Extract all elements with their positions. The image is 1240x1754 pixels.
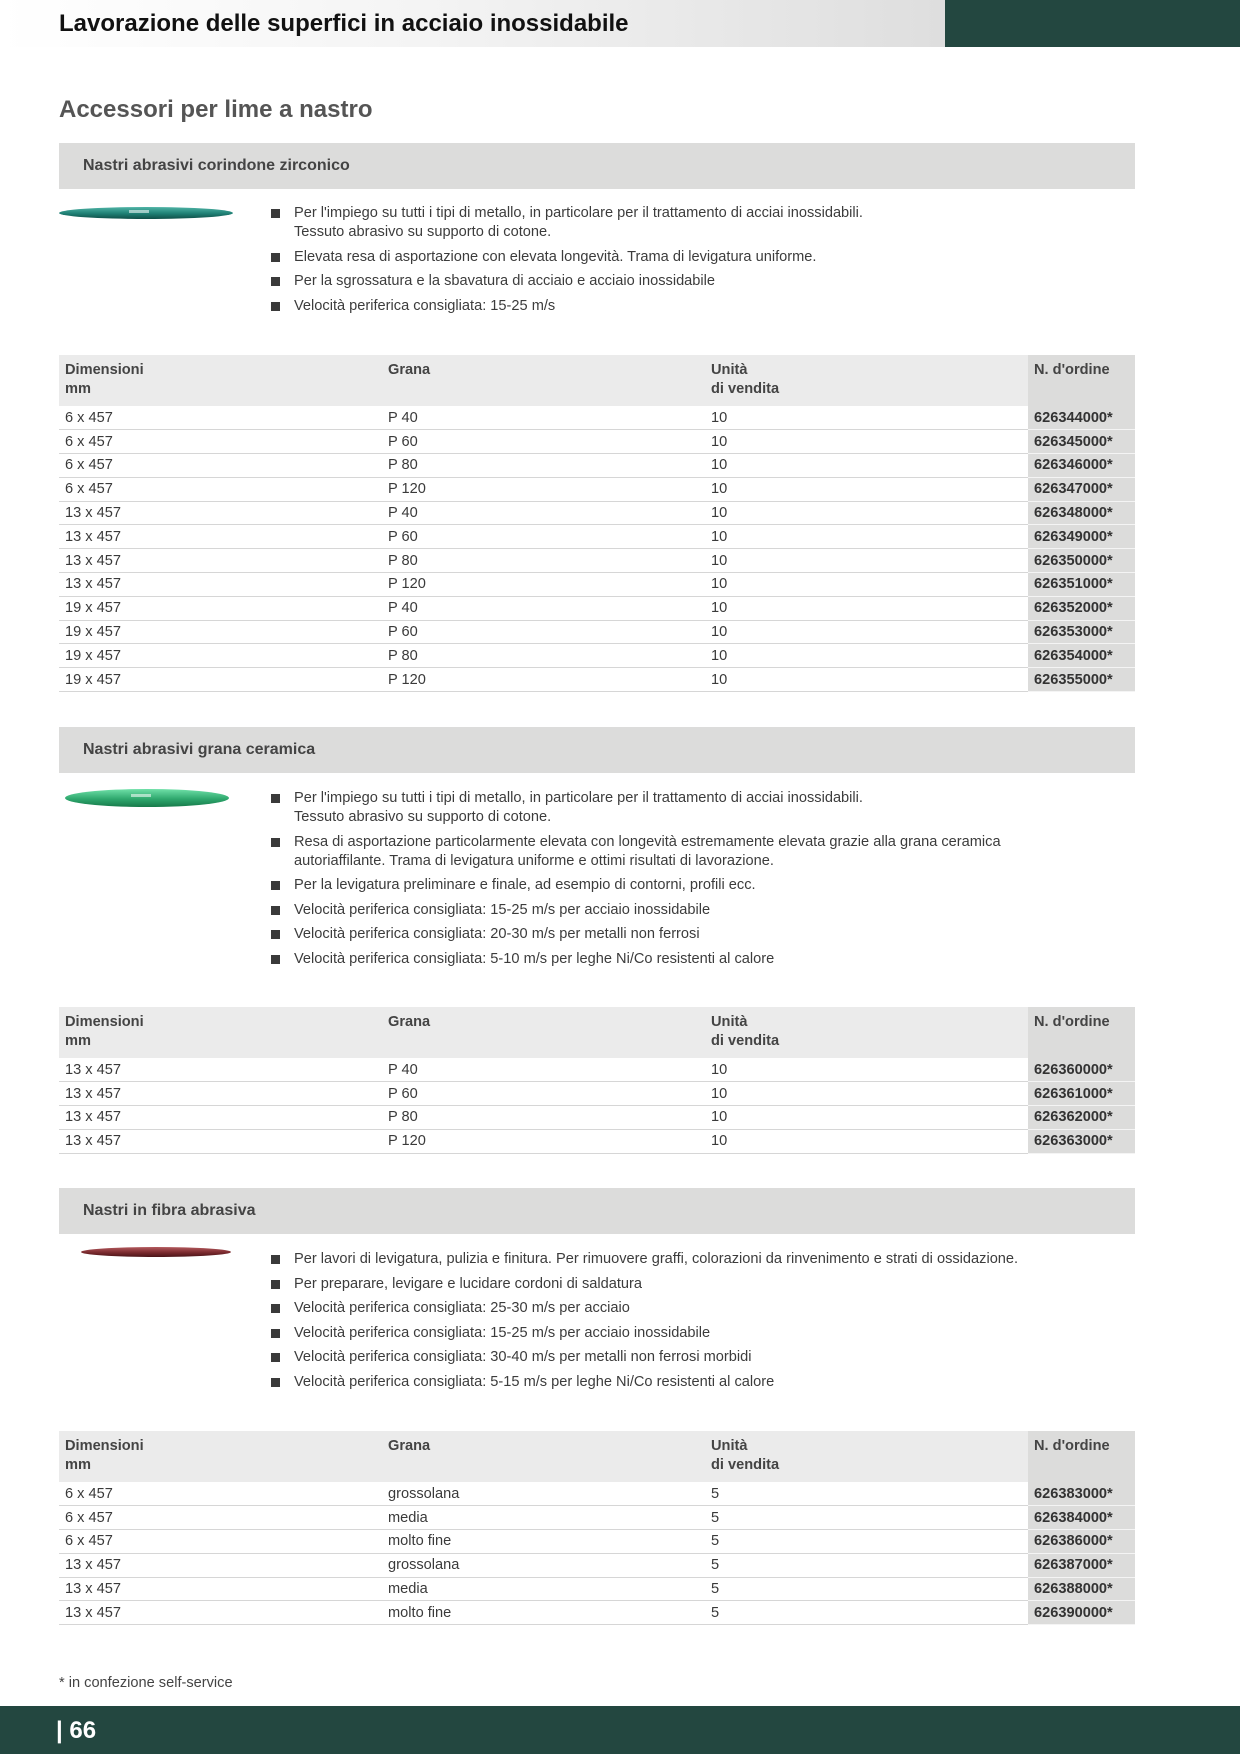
table-row [59, 1601, 1135, 1625]
table-row [59, 1082, 1135, 1106]
header-brand-block [945, 0, 1240, 47]
cell-dimensions: 19 x 457 [59, 620, 382, 644]
fibre-belt-image [81, 1247, 231, 1257]
cell-grit: P 80 [382, 549, 705, 573]
cell-unit: 10 [705, 1129, 1028, 1153]
cell-grit: grossolana [382, 1553, 705, 1577]
page-heading: Accessori per lime a nastro [59, 96, 373, 123]
page-number: | 66 [56, 1717, 97, 1744]
cell-dimensions: 6 x 457 [59, 430, 382, 454]
cell-unit: 10 [705, 525, 1028, 549]
table-row [59, 668, 1135, 692]
cell-dimensions: 6 x 457 [59, 477, 382, 501]
header-dimensions-unit: mm [65, 381, 91, 397]
cell-dimensions: 6 x 457 [59, 1530, 382, 1554]
table-row [59, 525, 1135, 549]
product-table [59, 1007, 1135, 1154]
cell-grit: P 120 [382, 668, 705, 692]
cell-order-number: 626349000* [1028, 525, 1135, 549]
header-dimensions-unit: mm [65, 1457, 91, 1473]
table-row [59, 644, 1135, 668]
header-dimensions-label: Dimensioni [65, 362, 144, 378]
cell-grit: media [382, 1506, 705, 1530]
cell-order-number: 626387000* [1028, 1553, 1135, 1577]
cell-order-number: 626346000* [1028, 454, 1135, 478]
cell-unit: 10 [705, 454, 1028, 478]
feature-bullet: Velocità periferica consigliata: 20-30 m/s per metalli non ferrosi [271, 925, 1141, 944]
cell-unit: 10 [705, 501, 1028, 525]
cell-grit: molto fine [382, 1530, 705, 1554]
table-row [59, 1530, 1135, 1554]
cell-dimensions: 13 x 457 [59, 525, 382, 549]
cell-grit: P 60 [382, 1082, 705, 1106]
cell-order-number: 626383000* [1028, 1482, 1135, 1506]
cell-grit: grossolana [382, 1482, 705, 1506]
feature-bullet: Velocità periferica consigliata: 15-25 m/s per acciaio inossidabile [271, 1324, 1141, 1343]
header-dimensions-unit: mm [65, 1033, 91, 1049]
feature-bullet: Velocità periferica consigliata: 15-25 m/s per acciaio inossidabile [271, 901, 1141, 920]
cell-order-number: 626355000* [1028, 668, 1135, 692]
cell-dimensions: 13 x 457 [59, 1129, 382, 1153]
feature-bullet: Per la sgrossatura e la sbavatura di acciaio e acciaio inossidabile [271, 272, 1141, 291]
feature-bullet: Per preparare, levigare e lucidare cordoni di saldatura [271, 1275, 1141, 1294]
header-unit-sub: di vendita [711, 1457, 780, 1473]
table-row [59, 549, 1135, 573]
cell-dimensions: 13 x 457 [59, 1082, 382, 1106]
table-header-row [59, 355, 1135, 406]
feature-list [271, 1250, 1141, 1397]
feature-bullet: Per la levigatura preliminare e finale, ad esempio di contorni, profili ecc. [271, 876, 1141, 895]
cell-unit: 5 [705, 1530, 1028, 1554]
table-row [59, 620, 1135, 644]
header-dimensions [59, 355, 382, 406]
cell-unit: 10 [705, 668, 1028, 692]
cell-order-number: 626388000* [1028, 1577, 1135, 1601]
ceramic-belt-image [65, 789, 229, 807]
cell-dimensions: 13 x 457 [59, 1058, 382, 1082]
cell-order-number: 626360000* [1028, 1058, 1135, 1082]
cell-grit: P 60 [382, 430, 705, 454]
cell-unit: 10 [705, 406, 1028, 430]
cell-dimensions: 6 x 457 [59, 454, 382, 478]
cell-grit: P 40 [382, 596, 705, 620]
table-row [59, 454, 1135, 478]
feature-list [271, 789, 1141, 974]
header-dimensions-label: Dimensioni [65, 1014, 144, 1030]
section-title: Nastri abrasivi corindone zirconico [59, 143, 1135, 189]
cell-dimensions: 13 x 457 [59, 549, 382, 573]
header-grit: Grana [382, 355, 705, 406]
cell-grit: P 120 [382, 573, 705, 597]
cell-grit: P 40 [382, 406, 705, 430]
cell-dimensions: 13 x 457 [59, 1577, 382, 1601]
cell-dimensions: 6 x 457 [59, 406, 382, 430]
cell-order-number: 626386000* [1028, 1530, 1135, 1554]
cell-grit: P 80 [382, 644, 705, 668]
table-row [59, 501, 1135, 525]
table-row [59, 1577, 1135, 1601]
cell-unit: 5 [705, 1482, 1028, 1506]
cell-dimensions: 19 x 457 [59, 596, 382, 620]
header-unit [705, 1431, 1028, 1482]
cell-order-number: 626351000* [1028, 573, 1135, 597]
cell-unit: 10 [705, 1082, 1028, 1106]
cell-unit: 5 [705, 1506, 1028, 1530]
cell-grit: P 80 [382, 1106, 705, 1130]
section-ceramic [59, 727, 1135, 1157]
cell-order-number: 626344000* [1028, 406, 1135, 430]
cell-unit: 10 [705, 477, 1028, 501]
header-order: N. d'ordine [1028, 355, 1135, 406]
header-unit-label: Unità [711, 362, 748, 378]
header-unit [705, 1007, 1028, 1058]
feature-bullet: Elevata resa di asportazione con elevata longevità. Trama di levigatura uniforme. [271, 248, 1141, 267]
header-unit-label: Unità [711, 1014, 748, 1030]
cell-grit: P 80 [382, 454, 705, 478]
cell-dimensions: 6 x 457 [59, 1482, 382, 1506]
cell-order-number: 626361000* [1028, 1082, 1135, 1106]
cell-dimensions: 13 x 457 [59, 1553, 382, 1577]
product-table [59, 1431, 1135, 1625]
table-row [59, 1058, 1135, 1082]
section-zirconia [59, 143, 1135, 693]
feature-bullet: Velocità periferica consigliata: 5-10 m/s per leghe Ni/Co resistenti al calore [271, 950, 1141, 969]
cell-unit: 10 [705, 1058, 1028, 1082]
cell-grit: P 60 [382, 620, 705, 644]
table-row [59, 1506, 1135, 1530]
cell-grit: P 40 [382, 1058, 705, 1082]
page-footer [0, 1706, 1240, 1754]
cell-unit: 5 [705, 1601, 1028, 1625]
page-header [0, 0, 1240, 47]
cell-dimensions: 19 x 457 [59, 644, 382, 668]
section-title: Nastri abrasivi grana ceramica [59, 727, 1135, 773]
header-order: N. d'ordine [1028, 1431, 1135, 1482]
header-grit: Grana [382, 1431, 705, 1482]
section-title: Nastri in fibra abrasiva [59, 1188, 1135, 1234]
feature-bullet: Velocità periferica consigliata: 15-25 m/s [271, 297, 1141, 316]
feature-bullet: Per l'impiego su tutti i tipi di metallo, in particolare per il trattamento di acciai inossidabili. Tessuto abrasivo su supporto di cotone. [271, 204, 1141, 242]
table-row [59, 477, 1135, 501]
cell-dimensions: 13 x 457 [59, 1106, 382, 1130]
feature-list [271, 204, 1141, 321]
table-row [59, 573, 1135, 597]
cell-unit: 10 [705, 596, 1028, 620]
header-dimensions-label: Dimensioni [65, 1438, 144, 1454]
cell-unit: 5 [705, 1553, 1028, 1577]
header-unit [705, 355, 1028, 406]
cell-order-number: 626354000* [1028, 644, 1135, 668]
header-title: Lavorazione delle superfici in acciaio inossidabile [59, 10, 629, 37]
cell-order-number: 626350000* [1028, 549, 1135, 573]
table-header-row [59, 1007, 1135, 1058]
table-header-row [59, 1431, 1135, 1482]
feature-bullet: Velocità periferica consigliata: 5-15 m/s per leghe Ni/Co resistenti al calore [271, 1373, 1141, 1392]
cell-grit: P 40 [382, 501, 705, 525]
table-row [59, 1129, 1135, 1153]
table-row [59, 1106, 1135, 1130]
cell-unit: 10 [705, 644, 1028, 668]
footnote: * in confezione self-service [59, 1675, 233, 1691]
cell-order-number: 626345000* [1028, 430, 1135, 454]
cell-dimensions: 13 x 457 [59, 501, 382, 525]
cell-order-number: 626390000* [1028, 1601, 1135, 1625]
cell-dimensions: 13 x 457 [59, 573, 382, 597]
cell-order-number: 626384000* [1028, 1506, 1135, 1530]
cell-grit: P 120 [382, 477, 705, 501]
header-dimensions [59, 1431, 382, 1482]
cell-unit: 10 [705, 620, 1028, 644]
header-unit-sub: di vendita [711, 1033, 780, 1049]
header-unit-sub: di vendita [711, 381, 780, 397]
cell-unit: 5 [705, 1577, 1028, 1601]
header-unit-label: Unità [711, 1438, 748, 1454]
cell-grit: molto fine [382, 1601, 705, 1625]
feature-bullet: Per l'impiego su tutti i tipi di metallo, in particolare per il trattamento di acciai inossidabili. Tessuto abrasivo su supporto di cotone. [271, 789, 1141, 827]
feature-bullet: Per lavori di levigatura, pulizia e finitura. Per rimuovere graffi, colorazioni da rinvenimento e strati di ossidazione. [271, 1250, 1141, 1269]
header-order: N. d'ordine [1028, 1007, 1135, 1058]
cell-order-number: 626363000* [1028, 1129, 1135, 1153]
feature-bullet: Velocità periferica consigliata: 25-30 m/s per acciaio [271, 1299, 1141, 1318]
cell-unit: 10 [705, 1106, 1028, 1130]
header-dimensions [59, 1007, 382, 1058]
header-grit: Grana [382, 1007, 705, 1058]
cell-order-number: 626348000* [1028, 501, 1135, 525]
cell-dimensions: 6 x 457 [59, 1506, 382, 1530]
cell-unit: 10 [705, 573, 1028, 597]
table-row [59, 1482, 1135, 1506]
feature-bullet: Resa di asportazione particolarmente elevata con longevità estremamente elevata grazie alla grana ceramica autoriaffilante. Trama di levigatura uniforme e ottimi risultati di lavorazione. [271, 833, 1141, 871]
feature-bullet: Velocità periferica consigliata: 30-40 m/s per metalli non ferrosi morbidi [271, 1348, 1141, 1367]
table-row [59, 406, 1135, 430]
section-fibre [59, 1188, 1135, 1628]
table-row [59, 596, 1135, 620]
cell-grit: P 120 [382, 1129, 705, 1153]
cell-unit: 10 [705, 430, 1028, 454]
cell-order-number: 626352000* [1028, 596, 1135, 620]
cell-grit: P 60 [382, 525, 705, 549]
cell-order-number: 626353000* [1028, 620, 1135, 644]
zirconia-belt-image [59, 207, 233, 219]
cell-unit: 10 [705, 549, 1028, 573]
cell-grit: media [382, 1577, 705, 1601]
cell-dimensions: 13 x 457 [59, 1601, 382, 1625]
cell-dimensions: 19 x 457 [59, 668, 382, 692]
table-row [59, 430, 1135, 454]
cell-order-number: 626362000* [1028, 1106, 1135, 1130]
product-table [59, 355, 1135, 692]
cell-order-number: 626347000* [1028, 477, 1135, 501]
table-row [59, 1553, 1135, 1577]
